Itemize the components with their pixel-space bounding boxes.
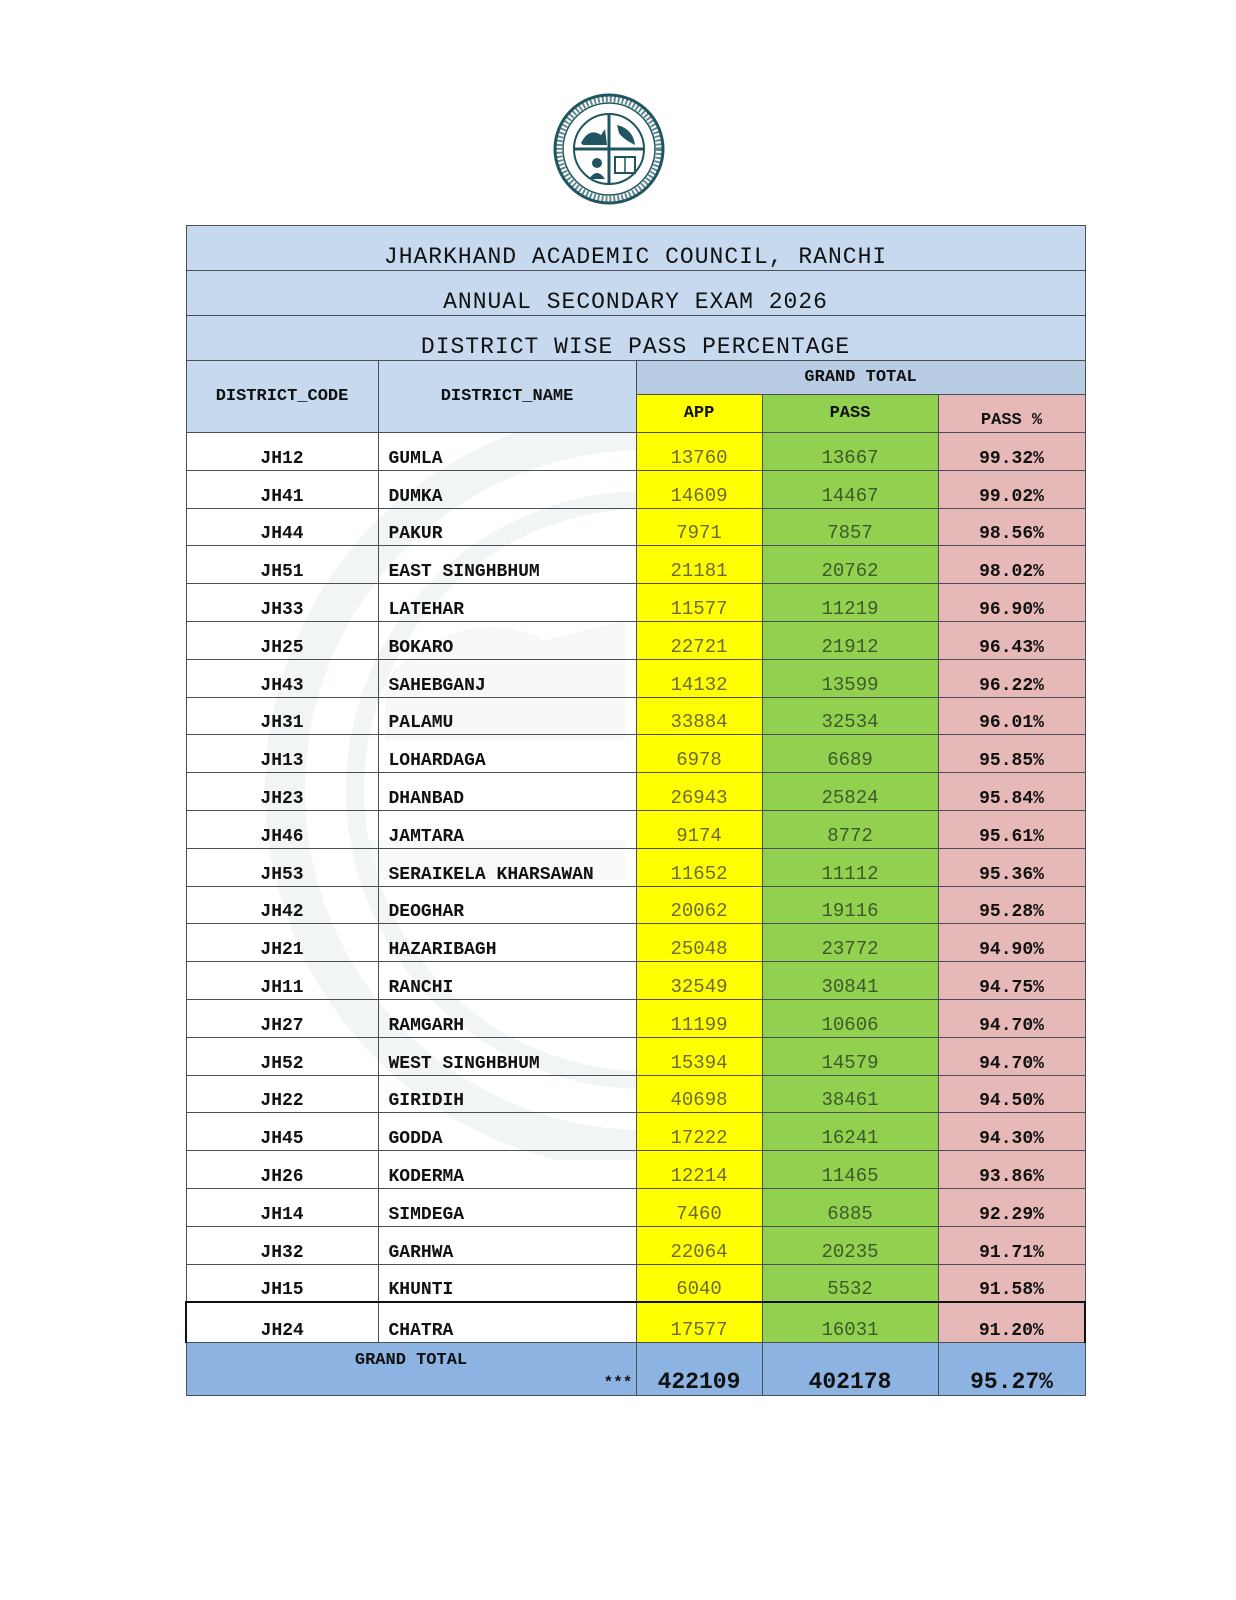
col-header-pass-percent: PASS % — [938, 395, 1085, 433]
district-code: JH33 — [186, 584, 378, 622]
district-code: JH15 — [186, 1264, 378, 1302]
pass-count: 20235 — [762, 1226, 938, 1264]
district-name: GARHWA — [378, 1226, 636, 1264]
district-name: GODDA — [378, 1113, 636, 1151]
app-count: 15394 — [636, 1037, 762, 1075]
district-code: JH27 — [186, 999, 378, 1037]
district-name: SAHEBGANJ — [378, 659, 636, 697]
district-code: JH42 — [186, 886, 378, 924]
district-name: DUMKA — [378, 470, 636, 508]
table-row — [186, 962, 1085, 1000]
grand-total-pass: 402178 — [762, 1343, 938, 1396]
pass-count: 6689 — [762, 735, 938, 773]
app-count: 6040 — [636, 1264, 762, 1302]
table-row — [186, 470, 1085, 508]
pass-percent: 95.28% — [938, 886, 1085, 924]
district-name: HAZARIBAGH — [378, 924, 636, 962]
col-header-app: APP — [636, 395, 762, 433]
district-code: JH26 — [186, 1151, 378, 1189]
district-name: KHUNTI — [378, 1264, 636, 1302]
app-count: 12214 — [636, 1151, 762, 1189]
district-name: LOHARDAGA — [378, 735, 636, 773]
table-row — [186, 1151, 1085, 1189]
district-name: EAST SINGHBHUM — [378, 546, 636, 584]
pass-percent: 91.20% — [938, 1302, 1085, 1343]
pass-count: 30841 — [762, 962, 938, 1000]
app-count: 13760 — [636, 433, 762, 471]
pass-count: 20762 — [762, 546, 938, 584]
pass-count: 11465 — [762, 1151, 938, 1189]
district-code: JH12 — [186, 433, 378, 471]
pass-percent: 91.71% — [938, 1226, 1085, 1264]
table-row — [186, 1264, 1085, 1302]
pass-percent: 96.01% — [938, 697, 1085, 735]
report-title: DISTRICT WISE PASS PERCENTAGE — [186, 316, 1085, 361]
district-name: DEOGHAR — [378, 886, 636, 924]
pass-count: 32534 — [762, 697, 938, 735]
table-row — [186, 773, 1085, 811]
district-code: JH31 — [186, 697, 378, 735]
pass-percent: 95.61% — [938, 810, 1085, 848]
pass-count: 5532 — [762, 1264, 938, 1302]
pass-percent: 96.22% — [938, 659, 1085, 697]
table-row — [186, 1302, 1085, 1343]
grand-total-app: 422109 — [636, 1343, 762, 1396]
pass-count: 11219 — [762, 584, 938, 622]
table-row — [186, 621, 1085, 659]
district-code: JH25 — [186, 621, 378, 659]
pass-count: 10606 — [762, 999, 938, 1037]
pass-count: 14579 — [762, 1037, 938, 1075]
district-code: JH44 — [186, 508, 378, 546]
col-header-pass: PASS — [762, 395, 938, 433]
table-row — [186, 735, 1085, 773]
app-count: 22721 — [636, 621, 762, 659]
pass-percent: 94.75% — [938, 962, 1085, 1000]
district-name: LATEHAR — [378, 584, 636, 622]
district-code: JH53 — [186, 848, 378, 886]
table-row — [186, 1226, 1085, 1264]
district-code: JH13 — [186, 735, 378, 773]
app-count: 33884 — [636, 697, 762, 735]
district-name: BOKARO — [378, 621, 636, 659]
district-name: WEST SINGHBHUM — [378, 1037, 636, 1075]
table-row — [186, 508, 1085, 546]
app-count: 11577 — [636, 584, 762, 622]
app-count: 26943 — [636, 773, 762, 811]
table-row — [186, 886, 1085, 924]
council-seal-logo — [553, 93, 665, 205]
district-code: JH23 — [186, 773, 378, 811]
app-count: 9174 — [636, 810, 762, 848]
district-name: KODERMA — [378, 1151, 636, 1189]
district-code: JH32 — [186, 1226, 378, 1264]
pass-count: 8772 — [762, 810, 938, 848]
district-code: JH52 — [186, 1037, 378, 1075]
pass-count: 16241 — [762, 1113, 938, 1151]
district-name: RAMGARH — [378, 999, 636, 1037]
app-count: 21181 — [636, 546, 762, 584]
district-code: JH51 — [186, 546, 378, 584]
pass-count: 16031 — [762, 1302, 938, 1343]
table-row — [186, 546, 1085, 584]
pass-count: 21912 — [762, 621, 938, 659]
pass-count: 7857 — [762, 508, 938, 546]
app-count: 14132 — [636, 659, 762, 697]
app-count: 7971 — [636, 508, 762, 546]
pass-percent: 99.02% — [938, 470, 1085, 508]
pass-percent: 96.43% — [938, 621, 1085, 659]
app-count: 11199 — [636, 999, 762, 1037]
pass-percent: 91.58% — [938, 1264, 1085, 1302]
table-row — [186, 1188, 1085, 1226]
district-code: JH41 — [186, 470, 378, 508]
app-count: 25048 — [636, 924, 762, 962]
district-name: PALAMU — [378, 697, 636, 735]
app-count: 22064 — [636, 1226, 762, 1264]
district-name: CHATRA — [378, 1302, 636, 1343]
table-row — [186, 1075, 1085, 1113]
pass-count: 13599 — [762, 659, 938, 697]
pass-percent: 95.84% — [938, 773, 1085, 811]
district-code: JH46 — [186, 810, 378, 848]
pass-count: 6885 — [762, 1188, 938, 1226]
col-header-district-code: DISTRICT_CODE — [186, 361, 378, 433]
district-name: SIMDEGA — [378, 1188, 636, 1226]
app-count: 6978 — [636, 735, 762, 773]
district-code: JH22 — [186, 1075, 378, 1113]
district-name: JAMTARA — [378, 810, 636, 848]
pass-count: 13667 — [762, 433, 938, 471]
district-code: JH14 — [186, 1188, 378, 1226]
district-pass-table — [185, 225, 1086, 1396]
end-marker: *** — [603, 1374, 633, 1392]
app-count: 14609 — [636, 470, 762, 508]
table-row — [186, 697, 1085, 735]
table-row — [186, 1113, 1085, 1151]
district-name: SERAIKELA KHARSAWAN — [378, 848, 636, 886]
table-row — [186, 659, 1085, 697]
app-count: 17577 — [636, 1302, 762, 1343]
pass-count: 23772 — [762, 924, 938, 962]
district-name: GIRIDIH — [378, 1075, 636, 1113]
app-count: 7460 — [636, 1188, 762, 1226]
district-name: GUMLA — [378, 433, 636, 471]
table-row — [186, 848, 1085, 886]
col-group-grand-total: GRAND TOTAL — [636, 361, 1085, 395]
pass-count: 38461 — [762, 1075, 938, 1113]
app-count: 32549 — [636, 962, 762, 1000]
pass-percent: 93.86% — [938, 1151, 1085, 1189]
exam-title: ANNUAL SECONDARY EXAM 2026 — [186, 271, 1085, 316]
table-row — [186, 1037, 1085, 1075]
pass-percent: 98.56% — [938, 508, 1085, 546]
pass-percent: 94.70% — [938, 1037, 1085, 1075]
table-row — [186, 999, 1085, 1037]
pass-percent: 99.32% — [938, 433, 1085, 471]
grand-total-label: GRAND TOTAL — [186, 1343, 636, 1396]
pass-percent: 94.30% — [938, 1113, 1085, 1151]
district-code: JH21 — [186, 924, 378, 962]
table-row — [186, 924, 1085, 962]
pass-percent: 94.90% — [938, 924, 1085, 962]
pass-percent: 95.85% — [938, 735, 1085, 773]
pass-count: 11112 — [762, 848, 938, 886]
table-row — [186, 810, 1085, 848]
pass-percent: 95.36% — [938, 848, 1085, 886]
district-code: JH43 — [186, 659, 378, 697]
pass-percent: 96.90% — [938, 584, 1085, 622]
pass-percent: 94.70% — [938, 999, 1085, 1037]
district-code: JH24 — [186, 1302, 378, 1343]
pass-percent: 98.02% — [938, 546, 1085, 584]
col-header-district-name: DISTRICT_NAME — [378, 361, 636, 433]
pass-percent: 92.29% — [938, 1188, 1085, 1226]
table-row — [186, 433, 1085, 471]
app-count: 17222 — [636, 1113, 762, 1151]
district-name: PAKUR — [378, 508, 636, 546]
app-count: 20062 — [636, 886, 762, 924]
district-name: DHANBAD — [378, 773, 636, 811]
pass-percent: 94.50% — [938, 1075, 1085, 1113]
district-name: RANCHI — [378, 962, 636, 1000]
app-count: 40698 — [636, 1075, 762, 1113]
app-count: 11652 — [636, 848, 762, 886]
pass-count: 19116 — [762, 886, 938, 924]
district-code: JH45 — [186, 1113, 378, 1151]
pass-count: 14467 — [762, 470, 938, 508]
district-code: JH11 — [186, 962, 378, 1000]
pass-count: 25824 — [762, 773, 938, 811]
council-title: JHARKHAND ACADEMIC COUNCIL, RANCHI — [186, 226, 1085, 271]
table-row — [186, 584, 1085, 622]
grand-total-percent: 95.27% — [938, 1343, 1085, 1396]
